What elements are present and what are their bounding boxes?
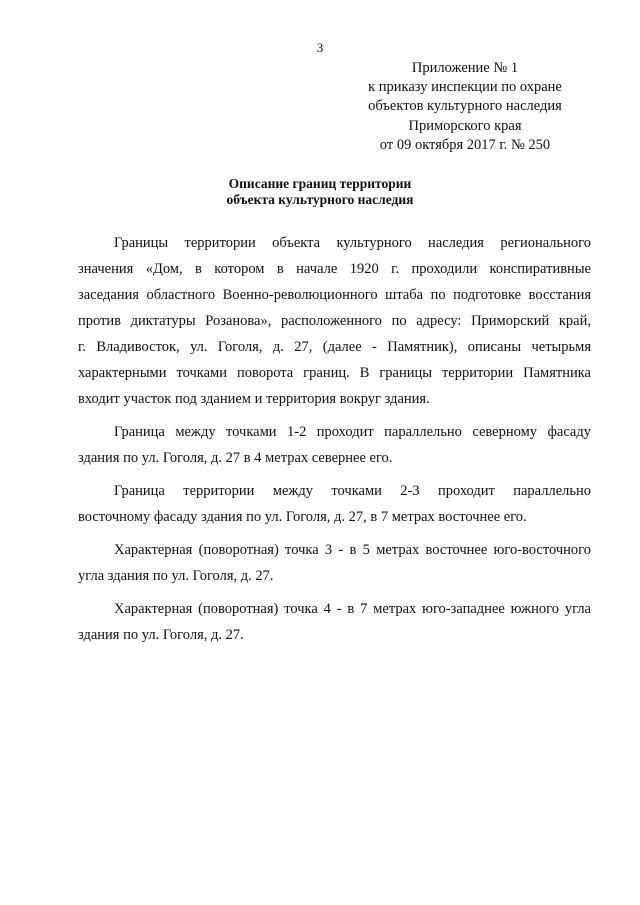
text-line: заседания областного Военно-революционного штаба по подготовке восстания: [78, 287, 591, 303]
paragraph: [78, 419, 591, 471]
text-line: г. Владивосток, ул. Гоголя, д. 27, (далее - Памятник), описаны четырьмя: [78, 339, 591, 355]
text-line: восточному фасаду здания по ул. Гоголя, д. 27, в 7 метрах восточнее его.: [78, 509, 527, 525]
appendix-line: Приморского края: [408, 117, 522, 134]
appendix-line: объектов культурного наследия: [368, 98, 562, 115]
title-line: Описание границ территории: [228, 176, 412, 191]
text-line: здания по ул. Гоголя, д. 27.: [78, 627, 244, 643]
text-line: здания по ул. Гоголя, д. 27 в 4 метрах севернее его.: [78, 450, 393, 466]
page-number: 3: [316, 40, 324, 55]
paragraph: [78, 596, 591, 648]
appendix-header: [340, 59, 590, 155]
paragraph: [78, 478, 591, 530]
document-title: [0, 176, 640, 208]
text-line: против диктатуры Розанова», расположенного по адресу: Приморский край,: [78, 313, 591, 329]
paragraph: [78, 230, 591, 412]
appendix-line: Приложение № 1: [411, 60, 519, 76]
text-line: Характерная (поворотная) точка 4 - в 7 метрах юго-западнее южного угла: [114, 601, 591, 617]
text-line: входит участок под зданием и территория вокруг здания.: [78, 391, 430, 407]
appendix-line: к приказу инспекции по охране: [368, 79, 562, 96]
text-line: угла здания по ул. Гоголя, д. 27.: [78, 568, 274, 584]
text-line: Границы территории объекта культурного наследия регионального: [114, 235, 591, 251]
document-body: [78, 230, 591, 655]
title-line: объекта культурного наследия: [226, 192, 414, 207]
text-line: значения «Дом, в котором в начале 1920 г. проходили конспиративные: [78, 261, 591, 277]
appendix-line: от 09 октября 2017 г. № 250: [379, 136, 551, 153]
text-line: Характерная (поворотная) точка 3 - в 5 метрах восточнее юго-восточного: [114, 542, 591, 558]
text-line: характерными точками поворота границ. В границы территории Памятника: [78, 365, 591, 381]
text-line: Граница между точками 1-2 проходит параллельно северному фасаду: [114, 424, 591, 440]
paragraph: [78, 537, 591, 589]
text-line: Граница территории между точками 2-3 проходит параллельно: [114, 483, 591, 499]
